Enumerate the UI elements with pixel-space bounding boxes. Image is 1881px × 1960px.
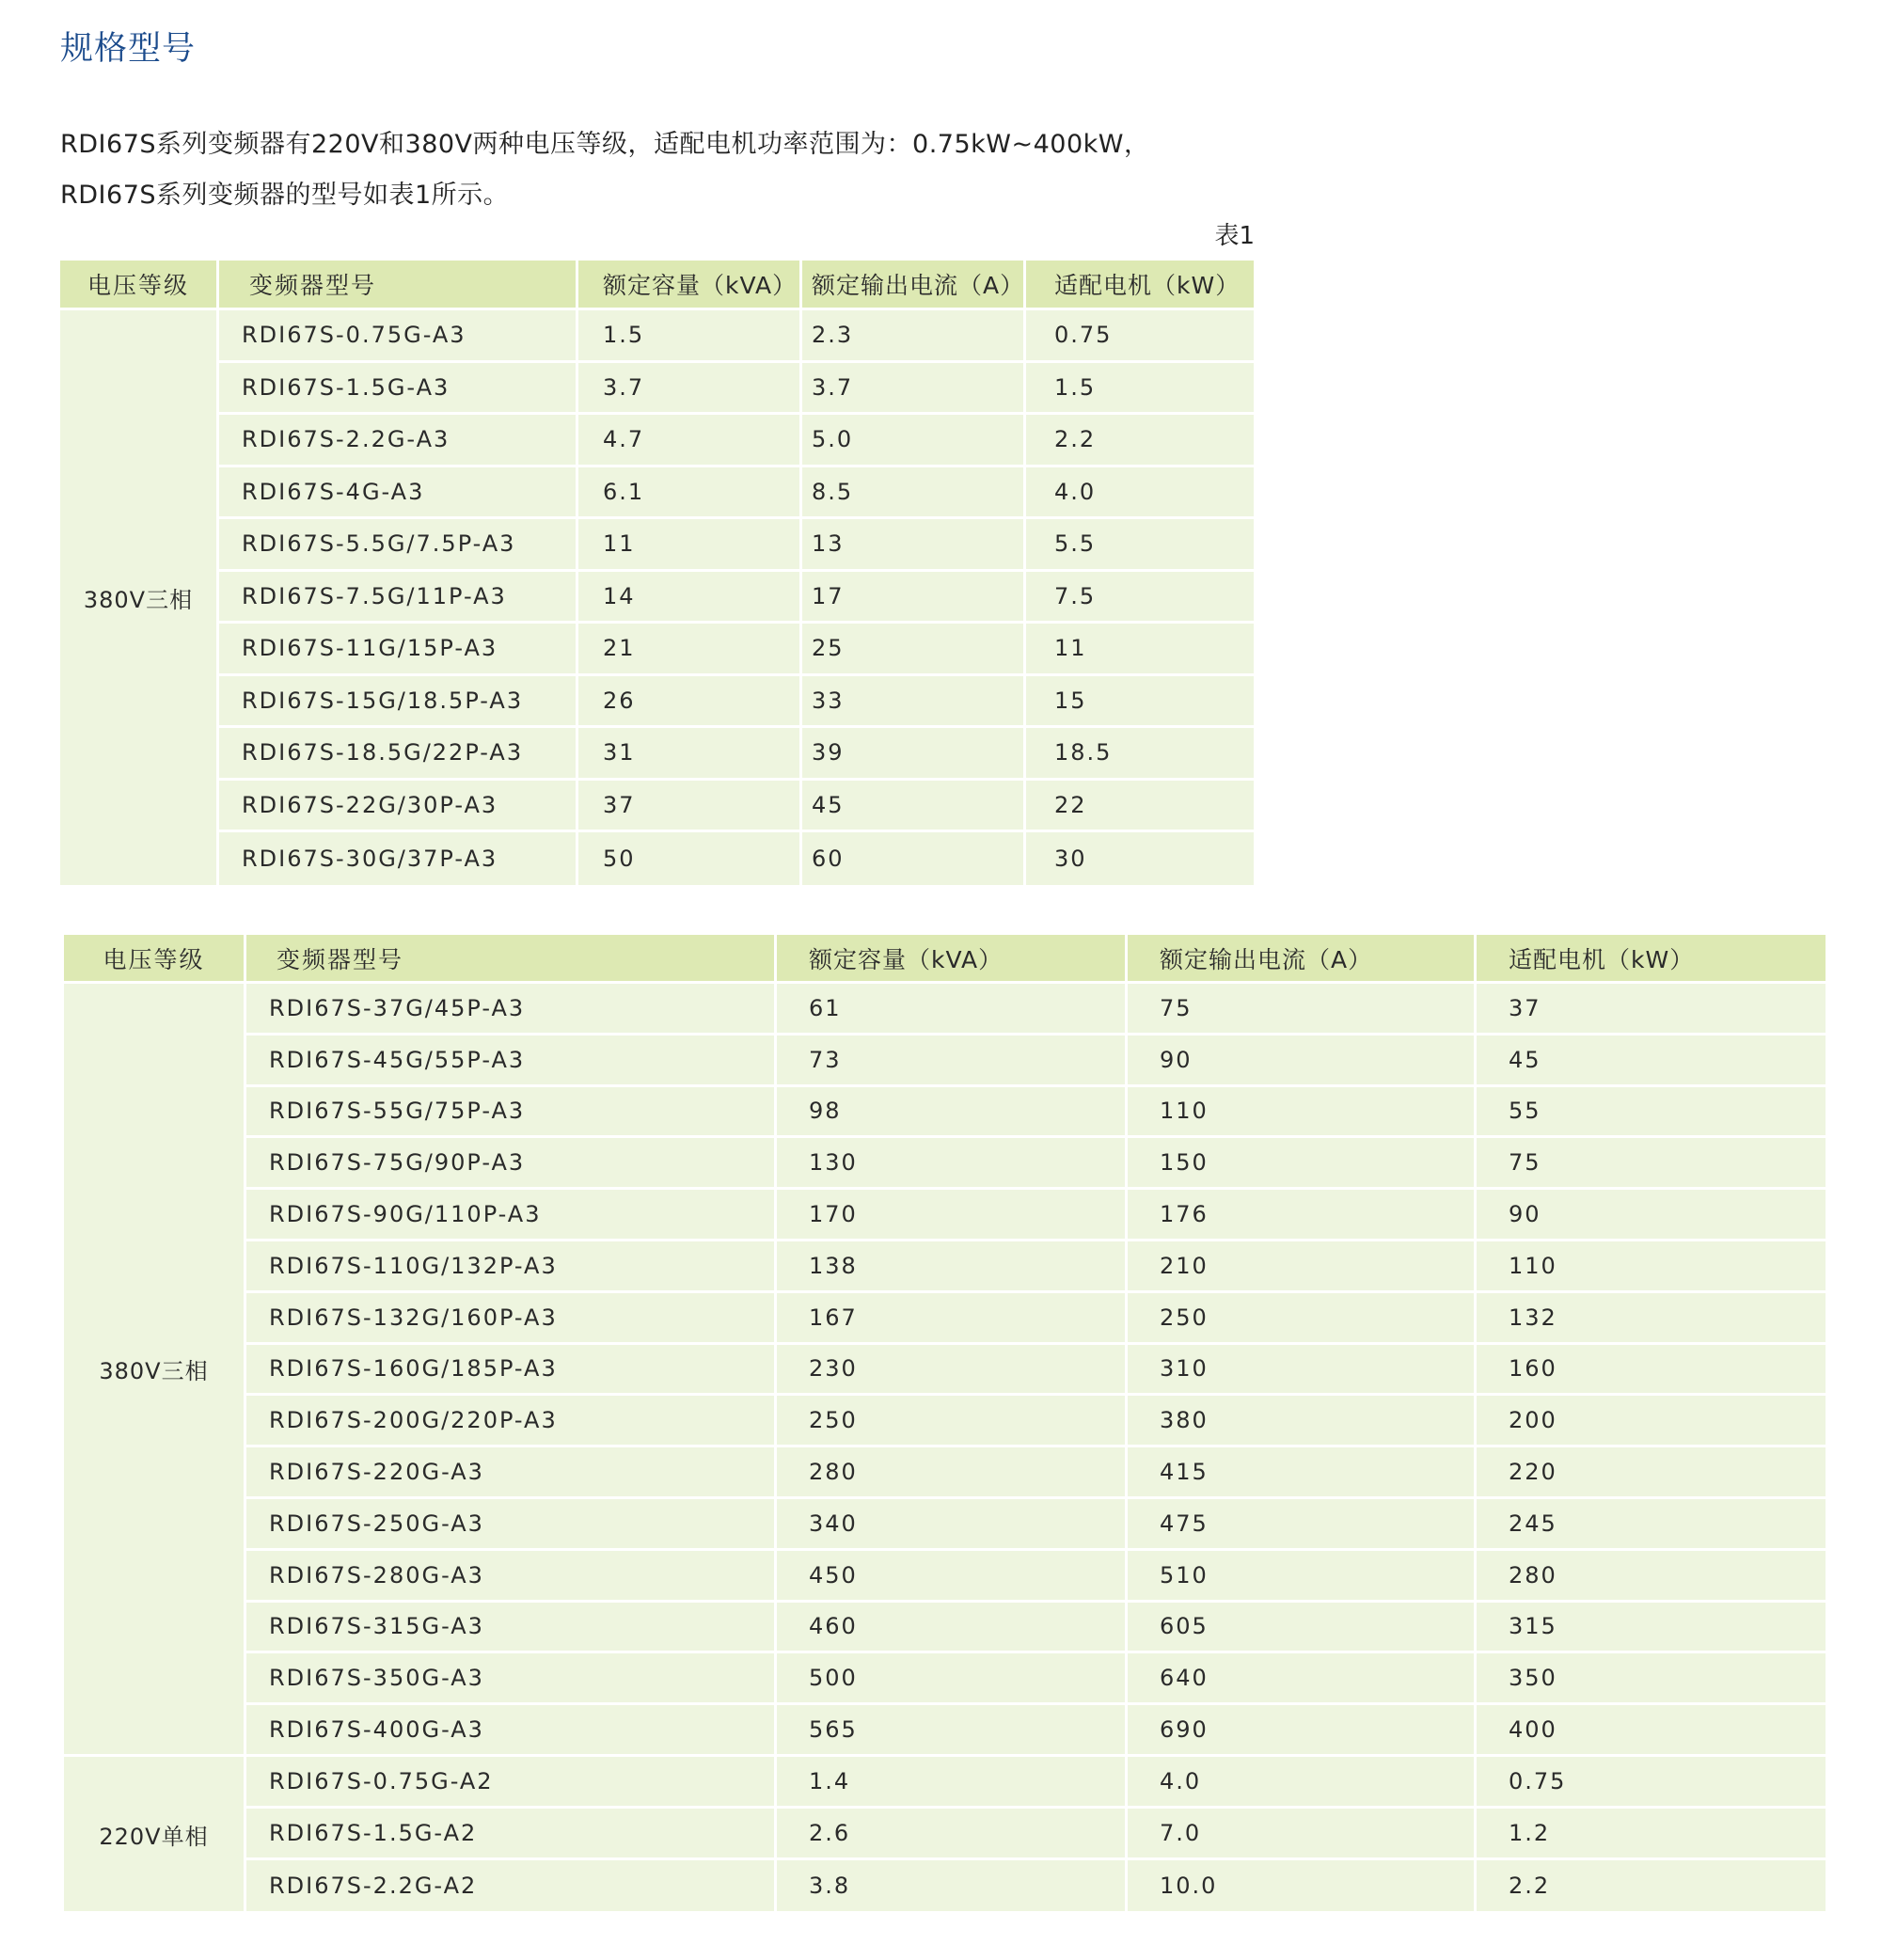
table-row — [60, 519, 1254, 572]
model-cell: RDI67S-315G-A3 — [246, 1603, 777, 1654]
header-current: 额定输出电流（A） — [802, 261, 1026, 310]
voltage-group-cell: 380V三相 — [64, 984, 246, 1757]
table-row — [64, 1396, 1826, 1447]
rated-capacity-cell: 3.7 — [578, 363, 802, 416]
motor-power-cell: 200 — [1477, 1396, 1826, 1447]
motor-power-cell: 245 — [1477, 1499, 1826, 1551]
rated-current-cell: 13 — [802, 519, 1026, 572]
rated-capacity-cell: 98 — [777, 1087, 1128, 1139]
model-cell: RDI67S-400G-A3 — [246, 1705, 777, 1757]
rated-current-cell: 475 — [1128, 1499, 1477, 1551]
table-row — [60, 572, 1254, 624]
table-row — [64, 1293, 1826, 1345]
page-title: 规格型号 — [60, 30, 197, 68]
model-cell: RDI67S-0.75G-A3 — [219, 310, 578, 363]
model-cell: RDI67S-1.5G-A3 — [219, 363, 578, 416]
motor-power-cell: 0.75 — [1477, 1757, 1826, 1809]
rated-current-cell: 8.5 — [802, 467, 1026, 520]
rated-capacity-cell: 167 — [777, 1293, 1128, 1345]
table-row — [64, 1860, 1826, 1912]
rated-current-cell: 5.0 — [802, 415, 1026, 467]
rated-current-cell: 250 — [1128, 1293, 1477, 1345]
table-row — [60, 415, 1254, 467]
rated-current-cell: 33 — [802, 676, 1026, 729]
intro-paragraph — [60, 119, 1283, 221]
rated-capacity-cell: 500 — [777, 1653, 1128, 1705]
model-cell: RDI67S-45G/55P-A3 — [246, 1035, 777, 1087]
model-cell: RDI67S-1.5G-A2 — [246, 1809, 777, 1860]
motor-power-cell: 350 — [1477, 1653, 1826, 1705]
model-cell: RDI67S-220G-A3 — [246, 1447, 777, 1499]
table-row — [60, 832, 1254, 885]
table-row — [60, 363, 1254, 416]
table-row — [60, 676, 1254, 729]
table-1-body — [60, 310, 1254, 885]
model-cell: RDI67S-18.5G/22P-A3 — [219, 728, 578, 781]
rated-current-cell: 690 — [1128, 1705, 1477, 1757]
motor-power-cell: 2.2 — [1477, 1860, 1826, 1912]
rated-capacity-cell: 4.7 — [578, 415, 802, 467]
table-row — [64, 1551, 1826, 1603]
voltage-group-cell: 380V三相 — [60, 310, 219, 885]
model-cell: RDI67S-250G-A3 — [246, 1499, 777, 1551]
rated-capacity-cell: 460 — [777, 1603, 1128, 1654]
spec-table-2 — [64, 935, 1826, 1911]
header-motor: 适配电机（kW） — [1026, 261, 1254, 310]
motor-power-cell: 280 — [1477, 1551, 1826, 1603]
rated-capacity-cell: 565 — [777, 1705, 1128, 1757]
header-current: 额定输出电流（A） — [1128, 935, 1477, 984]
table-row — [64, 1809, 1826, 1860]
rated-capacity-cell: 21 — [578, 624, 802, 676]
rated-capacity-cell: 6.1 — [578, 467, 802, 520]
model-cell: RDI67S-37G/45P-A3 — [246, 984, 777, 1035]
header-kva: 额定容量（kVA） — [777, 935, 1128, 984]
table-header-row — [60, 261, 1254, 310]
table-row — [64, 1241, 1826, 1293]
motor-power-cell: 22 — [1026, 781, 1254, 833]
header-voltage: 电压等级 — [64, 935, 246, 984]
header-motor: 适配电机（kW） — [1477, 935, 1826, 984]
model-cell: RDI67S-110G/132P-A3 — [246, 1241, 777, 1293]
table-row — [64, 984, 1826, 1035]
model-cell: RDI67S-160G/185P-A3 — [246, 1345, 777, 1397]
rated-capacity-cell: 26 — [578, 676, 802, 729]
rated-capacity-cell: 1.5 — [578, 310, 802, 363]
model-cell: RDI67S-280G-A3 — [246, 1551, 777, 1603]
rated-capacity-cell: 61 — [777, 984, 1128, 1035]
motor-power-cell: 45 — [1477, 1035, 1826, 1087]
motor-power-cell: 1.5 — [1026, 363, 1254, 416]
rated-capacity-cell: 138 — [777, 1241, 1128, 1293]
motor-power-cell: 1.2 — [1477, 1809, 1826, 1860]
model-cell: RDI67S-55G/75P-A3 — [246, 1087, 777, 1139]
table-row — [64, 1035, 1826, 1087]
model-cell: RDI67S-4G-A3 — [219, 467, 578, 520]
rated-current-cell: 110 — [1128, 1087, 1477, 1139]
model-cell: RDI67S-132G/160P-A3 — [246, 1293, 777, 1345]
model-cell: RDI67S-22G/30P-A3 — [219, 781, 578, 833]
table-row — [60, 467, 1254, 520]
motor-power-cell: 55 — [1477, 1087, 1826, 1139]
motor-power-cell: 18.5 — [1026, 728, 1254, 781]
rated-capacity-cell: 230 — [777, 1345, 1128, 1397]
rated-current-cell: 415 — [1128, 1447, 1477, 1499]
model-cell: RDI67S-2.2G-A3 — [219, 415, 578, 467]
model-cell: RDI67S-15G/18.5P-A3 — [219, 676, 578, 729]
model-cell: RDI67S-350G-A3 — [246, 1653, 777, 1705]
rated-current-cell: 17 — [802, 572, 1026, 624]
header-kva: 额定容量（kVA） — [578, 261, 802, 310]
table-caption: 表1 — [1214, 222, 1255, 250]
intro-line-1: RDI67S系列变频器有220V和380V两种电压等级，适配电机功率范围为：0.75kW~400kW， — [60, 130, 1150, 159]
rated-current-cell: 150 — [1128, 1138, 1477, 1190]
table-row — [60, 781, 1254, 833]
table-row — [64, 1087, 1826, 1139]
model-cell: RDI67S-200G/220P-A3 — [246, 1396, 777, 1447]
model-cell: RDI67S-0.75G-A2 — [246, 1757, 777, 1809]
rated-current-cell: 7.0 — [1128, 1809, 1477, 1860]
rated-current-cell: 60 — [802, 832, 1026, 885]
motor-power-cell: 11 — [1026, 624, 1254, 676]
rated-capacity-cell: 250 — [777, 1396, 1128, 1447]
rated-current-cell: 45 — [802, 781, 1026, 833]
rated-capacity-cell: 3.8 — [777, 1860, 1128, 1912]
rated-capacity-cell: 2.6 — [777, 1809, 1128, 1860]
rated-capacity-cell: 170 — [777, 1190, 1128, 1241]
motor-power-cell: 132 — [1477, 1293, 1826, 1345]
rated-capacity-cell: 50 — [578, 832, 802, 885]
rated-capacity-cell: 450 — [777, 1551, 1128, 1603]
motor-power-cell: 7.5 — [1026, 572, 1254, 624]
rated-current-cell: 380 — [1128, 1396, 1477, 1447]
rated-current-cell: 2.3 — [802, 310, 1026, 363]
rated-current-cell: 4.0 — [1128, 1757, 1477, 1809]
motor-power-cell: 37 — [1477, 984, 1826, 1035]
motor-power-cell: 400 — [1477, 1705, 1826, 1757]
rated-current-cell: 10.0 — [1128, 1860, 1477, 1912]
rated-current-cell: 3.7 — [802, 363, 1026, 416]
rated-capacity-cell: 130 — [777, 1138, 1128, 1190]
motor-power-cell: 315 — [1477, 1603, 1826, 1654]
table-row — [60, 624, 1254, 676]
model-cell: RDI67S-75G/90P-A3 — [246, 1138, 777, 1190]
table-2-body — [64, 984, 1826, 1911]
motor-power-cell: 160 — [1477, 1345, 1826, 1397]
header-model: 变频器型号 — [219, 261, 578, 310]
rated-current-cell: 210 — [1128, 1241, 1477, 1293]
table-row — [64, 1757, 1826, 1809]
rated-capacity-cell: 31 — [578, 728, 802, 781]
motor-power-cell: 110 — [1477, 1241, 1826, 1293]
motor-power-cell: 5.5 — [1026, 519, 1254, 572]
rated-capacity-cell: 280 — [777, 1447, 1128, 1499]
rated-current-cell: 39 — [802, 728, 1026, 781]
rated-current-cell: 605 — [1128, 1603, 1477, 1654]
table-row — [60, 310, 1254, 363]
table-row — [64, 1499, 1826, 1551]
spec-table-1 — [60, 261, 1254, 885]
rated-current-cell: 25 — [802, 624, 1026, 676]
voltage-group-cell: 220V单相 — [64, 1757, 246, 1911]
rated-capacity-cell: 11 — [578, 519, 802, 572]
motor-power-cell: 220 — [1477, 1447, 1826, 1499]
rated-capacity-cell: 14 — [578, 572, 802, 624]
rated-current-cell: 75 — [1128, 984, 1477, 1035]
motor-power-cell: 90 — [1477, 1190, 1826, 1241]
header-model: 变频器型号 — [246, 935, 777, 984]
table-row — [64, 1603, 1826, 1654]
rated-capacity-cell: 340 — [777, 1499, 1128, 1551]
table-row — [64, 1138, 1826, 1190]
intro-line-2: RDI67S系列变频器的型号如表1所示。 — [60, 181, 510, 210]
rated-current-cell: 176 — [1128, 1190, 1477, 1241]
motor-power-cell: 75 — [1477, 1138, 1826, 1190]
rated-current-cell: 310 — [1128, 1345, 1477, 1397]
motor-power-cell: 30 — [1026, 832, 1254, 885]
rated-capacity-cell: 73 — [777, 1035, 1128, 1087]
rated-current-cell: 640 — [1128, 1653, 1477, 1705]
table-row — [64, 1345, 1826, 1397]
model-cell: RDI67S-7.5G/11P-A3 — [219, 572, 578, 624]
table-row — [64, 1190, 1826, 1241]
motor-power-cell: 15 — [1026, 676, 1254, 729]
model-cell: RDI67S-2.2G-A2 — [246, 1860, 777, 1912]
rated-capacity-cell: 37 — [578, 781, 802, 833]
table-header-row — [64, 935, 1826, 984]
header-voltage: 电压等级 — [60, 261, 219, 310]
model-cell: RDI67S-90G/110P-A3 — [246, 1190, 777, 1241]
table-row — [64, 1447, 1826, 1499]
table-row — [64, 1653, 1826, 1705]
table-row — [60, 728, 1254, 781]
model-cell: RDI67S-5.5G/7.5P-A3 — [219, 519, 578, 572]
table-row — [64, 1705, 1826, 1757]
model-cell: RDI67S-30G/37P-A3 — [219, 832, 578, 885]
motor-power-cell: 2.2 — [1026, 415, 1254, 467]
motor-power-cell: 4.0 — [1026, 467, 1254, 520]
rated-current-cell: 90 — [1128, 1035, 1477, 1087]
motor-power-cell: 0.75 — [1026, 310, 1254, 363]
model-cell: RDI67S-11G/15P-A3 — [219, 624, 578, 676]
rated-capacity-cell: 1.4 — [777, 1757, 1128, 1809]
rated-current-cell: 510 — [1128, 1551, 1477, 1603]
